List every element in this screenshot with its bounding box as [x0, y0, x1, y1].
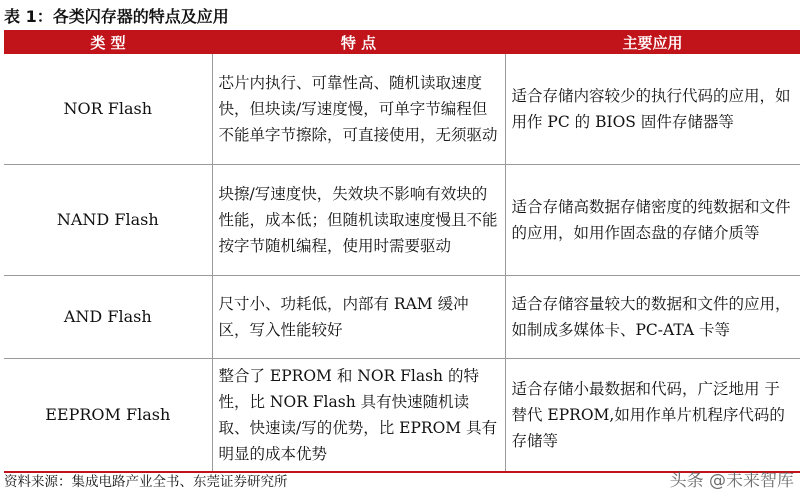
table-row	[4, 165, 800, 276]
cell-type: NAND Flash	[4, 165, 212, 276]
table-row	[4, 54, 800, 165]
cell-feature: 芯片内执行、可靠性高、随机读取速度快，但块读/写速度慢，可单字节编程但不能单字节擦除，可直接使用，无须驱动	[212, 54, 505, 165]
table-caption: 表 1：各类闪存器的特点及应用	[4, 7, 229, 26]
cell-feature: 尺寸小、功耗低，内部有 RAM 缓冲区，写入性能较好	[212, 276, 505, 359]
source-note: 资料来源：集成电路产业全书、东莞证券研究所	[4, 474, 288, 490]
header-feature: 特 点	[212, 30, 505, 54]
cell-application: 适合存储容量较大的数据和文件的应用，如制成多媒体卡、PC-ATA 卡等	[505, 276, 800, 359]
header-application: 主要应用	[505, 30, 800, 54]
table-row	[4, 359, 800, 473]
cell-application: 适合存储小最数据和代码，广泛地用 于替代 EPROM,如用作单片机程序代码的存储等	[505, 359, 800, 473]
cell-application: 适合存储内容较少的执行代码的应用，如用作 PC 的 BIOS 固件存储器等	[505, 54, 800, 165]
header-type: 类 型	[4, 30, 212, 54]
table-header-row	[4, 30, 800, 54]
flash-comparison-table	[4, 30, 800, 473]
cell-type: NOR Flash	[4, 54, 212, 165]
watermark: 头条 @未来智库	[669, 471, 794, 491]
table-row	[4, 276, 800, 359]
cell-type: EEPROM Flash	[4, 359, 212, 473]
cell-application: 适合存储高数据存储密度的纯数据和文件的应用，如用作固态盘的存储介质等	[505, 165, 800, 276]
cell-feature: 块擦/写速度快，失效块不影响有效块的性能，成本低；但随机读取速度慢且不能按字节随机编程，使用时需要驱动	[212, 165, 505, 276]
cell-type: AND Flash	[4, 276, 212, 359]
cell-feature: 整合了 EPROM 和 NOR Flash 的特性，比 NOR Flash 具有快速随机读取、快速读/写的优势，比 EPROM 具有明显的成本优势	[212, 359, 505, 473]
